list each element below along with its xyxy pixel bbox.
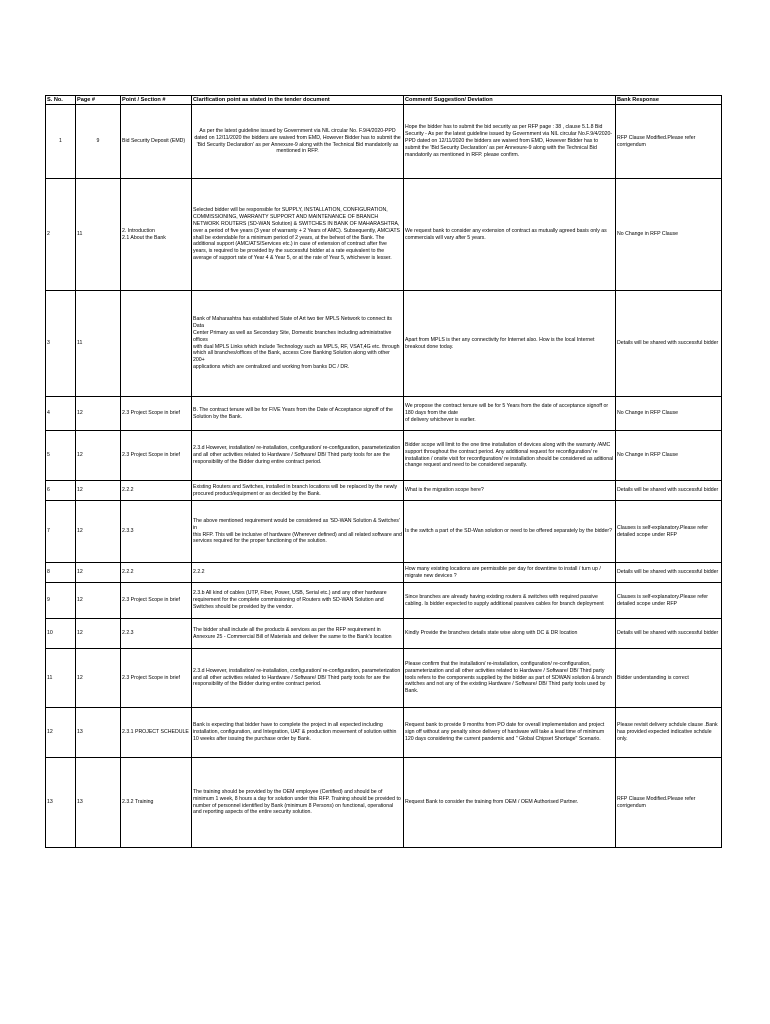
cell-comment: Request Bank to consider the training from OEM / OEM Authorised Partner.	[404, 758, 616, 848]
cell-section: Bid Security Deposit (EMD)	[121, 105, 192, 179]
header-response: Bank Response	[616, 96, 722, 105]
cell-page: 12	[76, 649, 121, 708]
cell-page: 12	[76, 619, 121, 649]
clarification-table-sheet	[45, 95, 721, 848]
cell-clarification: Bank is expecting that bidder have to complete the project in all expected including installation, configuration, and Integration, UAT & production movement of solution within 10 weeks after issuing the purchase order by Bank.	[192, 708, 404, 758]
cell-response: Clauses is self-explanatory.Please refer detailed scope under RFP	[616, 583, 722, 619]
cell-comment: Request bank to provide 9 months from PO date for overall implementation and project sign off without any penalty since delivery of hardware will take a lead time of minimum 120 days considering the current pandemic and " Global Chipset Shortage" Scenario.	[404, 708, 616, 758]
cell-section: 2.3 Project Scope in brief	[121, 397, 192, 431]
cell-sno: 4	[46, 397, 76, 431]
cell-clarification: Existing Routers and Switches, installed in branch locations will be replaced by the newly procured product/equipment or as decided by the Bank.	[192, 481, 404, 501]
cell-sno: 13	[46, 758, 76, 848]
table-row	[46, 583, 722, 619]
cell-section: 2.3.3	[121, 501, 192, 563]
cell-response: No Change in RFP Clause	[616, 431, 722, 481]
cell-response: RFP Clause Modified.Please refer corrigendum	[616, 105, 722, 179]
cell-clarification: 2.3.d However, installation/ re-installation, configuration/ re-configuration, parameterization and all other activities related to Hardware / Software/ DB/ Third party tools for are the responsibility of the Bidder during entire contract period.	[192, 649, 404, 708]
cell-response: Clauses is self-explanatory.Please refer detailed scope under RFP	[616, 501, 722, 563]
cell-response: Details will be shared with successful bidder	[616, 619, 722, 649]
cell-section: 2.2.3	[121, 619, 192, 649]
cell-sno: 1	[46, 105, 76, 179]
cell-section: 2.3.1 PROJECT SCHEDULE	[121, 708, 192, 758]
cell-sno: 2	[46, 179, 76, 291]
cell-page: 13	[76, 758, 121, 848]
cell-sno: 5	[46, 431, 76, 481]
cell-sno: 11	[46, 649, 76, 708]
cell-section: 2.3 Project Scope in brief	[121, 583, 192, 619]
cell-section	[121, 291, 192, 397]
cell-page: 12	[76, 431, 121, 481]
cell-section: 2.2.2	[121, 563, 192, 583]
clarification-table	[45, 95, 722, 848]
cell-response: Details will be shared with successful bidder	[616, 291, 722, 397]
table-row	[46, 291, 722, 397]
cell-clarification: 2.3.d However, installation/ re-installation, configuration/ re-configuration, parameterization and all other activities related to Hardware / Software/ DB/ Third party tools for are the responsibility of the Bidder during entire contract period.	[192, 431, 404, 481]
cell-comment: Since branches are already having existing routers & switches with required passive cabling. Is bidder expected to supply additional passives cables for branch deployment	[404, 583, 616, 619]
cell-clarification: 2.3.b All kind of cables (UTP, Fiber, Power, USB, Serial etc.) and any other hardware requirement for the complete commissioning of Routers with SD-WAN Solution and Switches should be provided by the vendor.	[192, 583, 404, 619]
cell-comment: Kindly Provide the branches details state wise along with DC & DR location	[404, 619, 616, 649]
cell-sno: 9	[46, 583, 76, 619]
cell-response: RFP Clause Modified.Please refer corrigendum	[616, 758, 722, 848]
cell-section: 2.2.2	[121, 481, 192, 501]
header-page: Page #	[76, 96, 121, 105]
table-row	[46, 501, 722, 563]
cell-comment: What is the migration scope here?	[404, 481, 616, 501]
cell-comment: How many existing locations are permissible per day for downtime to install / turn up / migrate new devices ?	[404, 563, 616, 583]
cell-comment: Please confirm that the installation/ re-installation, configuration/ re-configuration, parameterization and all other activities related to Hardware / Software/ DB/ Third party tools refers to the components supplied by the bidder as part of SDWAN solution & branch switches and not any of the existing Hardware / Software/ DB/ Third party tools used by Bank.	[404, 649, 616, 708]
cell-comment: We propose the contract tenure will be for 5 Years from the date of acceptance signoff or 180 days from the date of delivery whichever is earlier.	[404, 397, 616, 431]
table-row	[46, 758, 722, 848]
cell-page: 12	[76, 501, 121, 563]
cell-sno: 3	[46, 291, 76, 397]
cell-response: Please revisit delivery schdule clause .Bank has provided expected indicative schdule only.	[616, 708, 722, 758]
cell-clarification: Bank of Maharashtra has established State of Art two tier MPLS Network to connect its Data Center Primary as well as Secondary Site, Domestic branches including administrative offices with dual MPLS Links which include Technology such as MPLS, RF, VSAT,4G etc. through which all branches/offices of the Bank, access Core Banking Solution along with other 200+ applications which are centralized and working from banks DC / DR.	[192, 291, 404, 397]
cell-page: 12	[76, 481, 121, 501]
cell-comment: Hope the bidder has to submit the bid security as per RFP page : 38 , clause 5.1.8 Bid Security - As per the latest guideline issued by Government via NIL circular No.F.9/4/2020-PPD dated on 12/11/2020 the bidders are waived from EMD, However Bidder has to submit the 'Bid Security Declaration' as per Annexure-9 along with the Technical Bid mandatorily as mentioned in RFP. please confirm.	[404, 105, 616, 179]
cell-section: 2.3.2 Training	[121, 758, 192, 848]
cell-comment: Apart from MPLS is ther any connectivity for Internet also. How is the local Internet breakout done today.	[404, 291, 616, 397]
cell-comment: We request bank to consider any extension of contract as mutually agreed basis only as commercials will vary after 5 years.	[404, 179, 616, 291]
cell-section: 2.3 Project Scope in brief	[121, 431, 192, 481]
cell-page: 12	[76, 583, 121, 619]
cell-comment: Is the switch a part of the SD-Wan solution or need to be offered separately by the bidder?	[404, 501, 616, 563]
cell-clarification: 2.2.2	[192, 563, 404, 583]
table-row	[46, 105, 722, 179]
cell-clarification: The above mentioned requirement would be considered as 'SD-WAN Solution & Switches' in this RFP. This will be inclusive of hardware (Wherever defined) and all related software and services required for the proper functioning of the solution.	[192, 501, 404, 563]
cell-clarification: The training should be provided by the OEM employee (Certified) and should be of minimum 1 week, 8 hours a day for solution under this RFP. Training should be provided to number of personnel identified by Bank (minimum 8 Persons) on functional, operational and reporting aspects of the entire security solution.	[192, 758, 404, 848]
header-clarification: Clarification point as stated in the tender document	[192, 96, 404, 105]
cell-response: No Change in RFP Clause	[616, 179, 722, 291]
cell-page: 11	[76, 179, 121, 291]
cell-sno: 6	[46, 481, 76, 501]
header-sno: S. No.	[46, 96, 76, 105]
cell-section: 2. Introduction 2.1 About the Bank	[121, 179, 192, 291]
header-row	[46, 96, 722, 105]
table-row	[46, 619, 722, 649]
table-row	[46, 481, 722, 501]
cell-comment: Bidder scope will limit to the one time installation of devices along with the warranty /AMC support throughout the contract period. Any additional request for reconfiguration/ re installation / onsite visit for reconfiguration/ re installation should be considered as aditional change request and need to be considered separatly.	[404, 431, 616, 481]
cell-page: 13	[76, 708, 121, 758]
cell-clarification: B. The contract tenure will be for FIVE Years from the Date of Acceptance signoff of the Solution by the Bank.	[192, 397, 404, 431]
header-comment: Comment/ Suggestion/ Deviation	[404, 96, 616, 105]
table-row	[46, 563, 722, 583]
cell-sno: 8	[46, 563, 76, 583]
table-row	[46, 397, 722, 431]
cell-clarification: As per the latest guideline issued by Government via NIL circular No. F.9/4/2020-PPD dated on 12/11/2020 the bidders are waived from EMD, However Bidder has to submit the 'Bid Security Declaration' as per Annexure-9 along with the Technical Bid mandatorily as mentioned in RFP.	[192, 105, 404, 179]
cell-response: Details will be shared with successful bidder	[616, 481, 722, 501]
table-row	[46, 179, 722, 291]
table-row	[46, 431, 722, 481]
cell-response: Bidder understanding is correct	[616, 649, 722, 708]
cell-sno: 7	[46, 501, 76, 563]
cell-clarification: The bidder shall include all the products & services as per the RFP requirement in Annexure 25 - Commercial Bill of Materials and deliver the same to the Bank's location	[192, 619, 404, 649]
table-row	[46, 649, 722, 708]
cell-page: 12	[76, 397, 121, 431]
cell-sno: 12	[46, 708, 76, 758]
cell-sno: 10	[46, 619, 76, 649]
cell-response: Details will be shared with successful bidder	[616, 563, 722, 583]
header-section: Point / Section #	[121, 96, 192, 105]
cell-page: 12	[76, 563, 121, 583]
table-row	[46, 708, 722, 758]
cell-page: 11	[76, 291, 121, 397]
cell-response: No Change in RFP Clause	[616, 397, 722, 431]
cell-clarification: Selected bidder will be responsible for SUPPLY, INSTALLATION, CONFIGURATION, COMMISSIONING, WARRANTY SUPPORT AND MAINTENANCE OF BRANCH NETWORK ROUTERS (SD-WAN Solution) & SWITCHES IN BANK OF MAHARASHTRA, over a period of five years (3 year of warranty + 2 Years of AMC). Subsequently, AMC/ATS shall be extendable for a minimum period of 2 years, at the behest of the Bank. The additional support (AMC/ATS/Services etc.) in case of extension of contract after five years, is required to be provided by the successful bidder at a rate equivalent to the average of support rate of Year 4 & Year 5, or at the rate of Year 5, whichever is lesser.	[192, 179, 404, 291]
cell-section: 2.3 Project Scope in brief	[121, 649, 192, 708]
cell-page: 9	[76, 105, 121, 179]
